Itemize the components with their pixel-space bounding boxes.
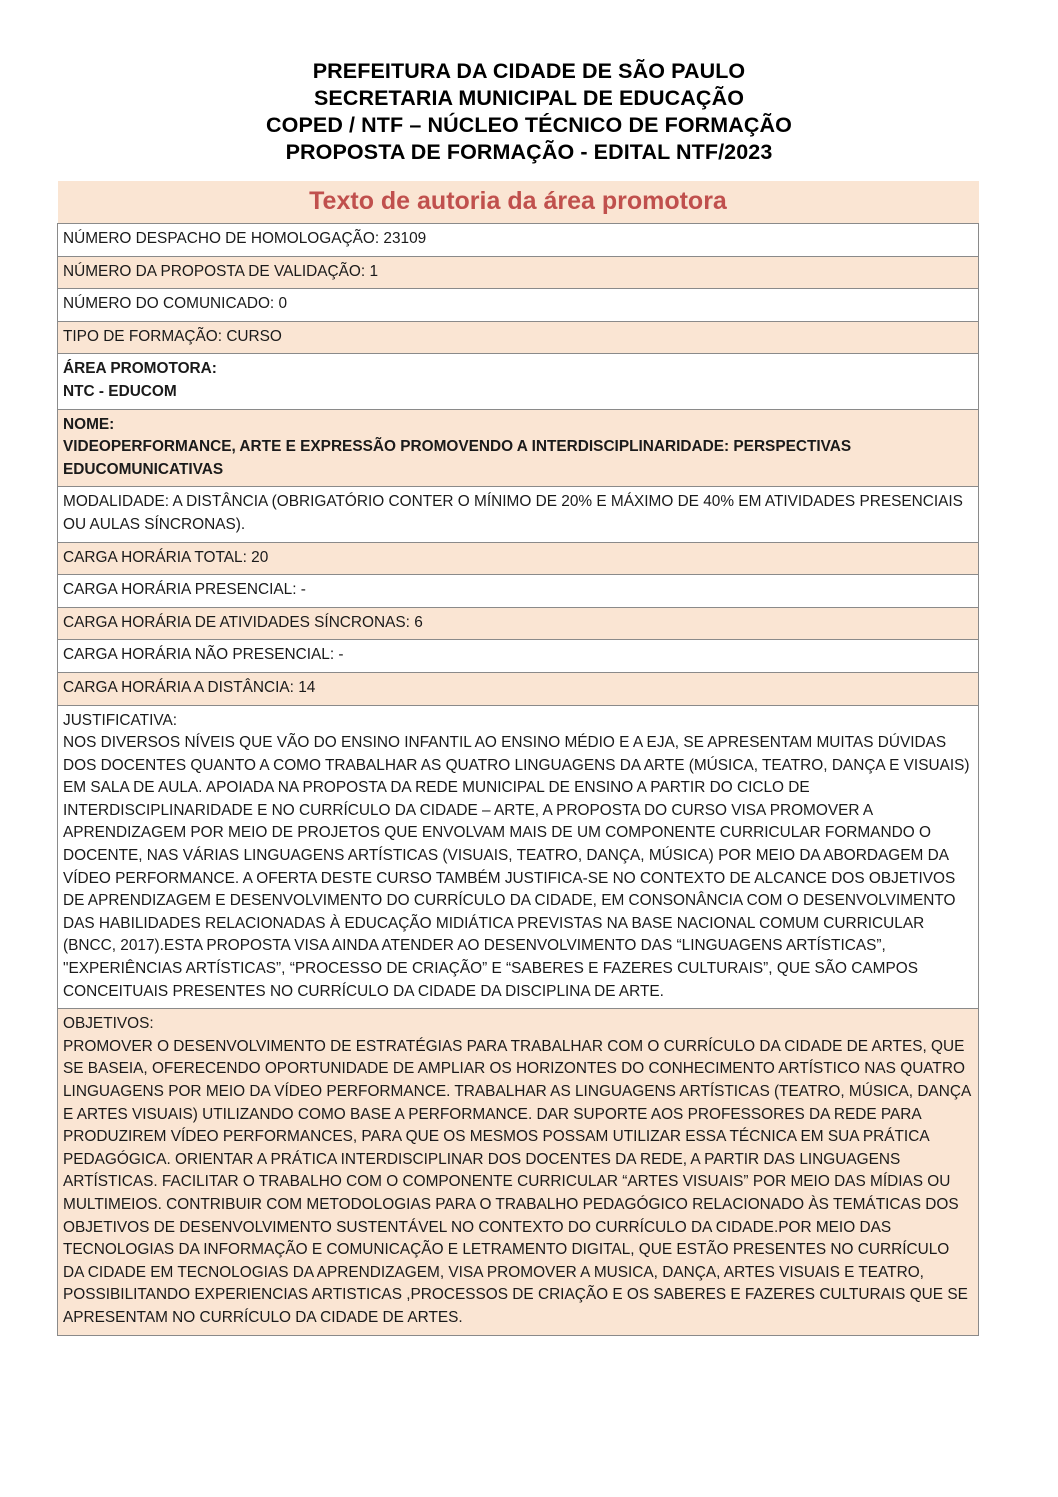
row-numero-despacho-homologacao-line: NÚMERO DESPACHO DE HOMOLOGAÇÃO: 23109 <box>63 230 427 247</box>
row-carga-horaria-total <box>58 542 979 575</box>
row-area-promotora-line: NTC - EDUCOM <box>63 382 177 400</box>
document-header <box>0 0 1058 166</box>
table-row <box>58 321 979 354</box>
table-row <box>58 224 979 257</box>
row-carga-horaria-presencial <box>58 575 979 608</box>
row-numero-despacho-homologacao <box>58 224 979 257</box>
row-carga-horaria-a-distancia <box>58 672 979 705</box>
row-justificativa <box>58 705 979 1009</box>
header-line-2: SECRETARIA MUNICIPAL DE EDUCAÇÃO <box>313 86 745 110</box>
table-row <box>58 607 979 640</box>
header-line-1: PREFEITURA DA CIDADE DE SÃO PAULO <box>312 59 746 83</box>
row-nome-line: NOME: <box>63 415 115 433</box>
row-carga-horaria-atividades-sincronas <box>58 607 979 640</box>
table-row <box>58 575 979 608</box>
row-justificativa-line: JUSTIFICATIVA: <box>63 711 178 729</box>
row-objetivos-line: OBJETIVOS: <box>63 1015 154 1033</box>
row-tipo-de-formacao-line: TIPO DE FORMAÇÃO: CURSO <box>63 327 282 345</box>
row-numero-proposta-validacao <box>58 256 979 289</box>
row-area-promotora <box>58 354 979 409</box>
row-numero-proposta-validacao-line: NÚMERO DA PROPOSTA DE VALIDAÇÃO: 1 <box>63 262 379 280</box>
table-row <box>58 705 979 1009</box>
header-line-3: COPED / NTF – NÚCLEO TÉCNICO DE FORMAÇÃO <box>266 113 792 137</box>
proposal-table-body <box>58 181 979 224</box>
table-row <box>58 289 979 322</box>
row-modalidade <box>58 487 979 542</box>
proposal-rows <box>58 224 979 1336</box>
table-row <box>58 672 979 705</box>
row-justificativa-line: NOS DIVERSOS NÍVEIS QUE VÃO DO ENSINO INFANTIL AO ENSINO MÉDIO E A EJA, SE APRESENTAM MUITAS DÚVIDAS DOS DOCENTES QUANTO A COMO TRABALHAR AS QUATRO LINGUAGENS DA ARTE (MÚSICA, TEATRO, DANÇA E VISUAIS) EM SALA DE AULA. APOIADA NA PROPOSTA DA REDE MUNICIPAL DE ENSINO A PARTIR DO CICLO DE INTERDISCIPLINARIDADE E NO CURRÍCULO DA CIDADE – ARTE, A PROPOSTA DO CURSO VISA PROMOVER A APRENDIZAGEM POR MEIO DE PROJETOS QUE ENVOLVAM MAIS DE UM COMPONENTE CURRICULAR FORMANDO O DOCENTE, NAS VÁRIAS LINGUAGENS ARTÍSTICAS (VISUAIS, TEATRO, DANÇA, MÚSICA) POR MEIO DA ABORDAGEM DA VÍDEO PERFORMANCE. A OFERTA DESTE CURSO TAMBÉM JUSTIFICA-SE NO CONTEXTO DE ALCANCE DOS OBJETIVOS DE APRENDIZAGEM E DESENVOLVIMENTO DO CURRÍCULO DA CIDADE, EM CONSONÂNCIA COM O DESENVOLVIMENTO DAS HABILIDADES RELACIONADAS À EDUCAÇÃO MIDIÁTICA PREVISTAS NA BASE NACIONAL COMUM CURRICULAR (BNCC, 2017).ESTA PROPOSTA VISA AINDA ATENDER AO DESENVOLVIMENTO DAS “LINGUAGENS ARTÍSTICAS”, "EXPERIÊNCIAS ARTÍSTICAS”, “PROCESSO DE CRIAÇÃO” E “SABERES E FAZERES CULTURAIS”, QUE SÃO CAMPOS CONCEITUAIS PRESENTES NO CURRÍCULO DA CIDADE DA DISCIPLINA DE ARTE. <box>63 734 970 1000</box>
row-objetivos <box>58 1009 979 1335</box>
table-row <box>58 409 979 487</box>
row-area-promotora-line: ÁREA PROMOTORA: <box>63 360 217 378</box>
row-carga-horaria-a-distancia-line: CARGA HORÁRIA A DISTÂNCIA: 14 <box>63 678 316 696</box>
row-nome <box>58 409 979 487</box>
banner-title: Texto de autoria da área promotora <box>309 187 727 215</box>
banner-cell <box>58 181 979 224</box>
row-carga-horaria-total-line: CARGA HORÁRIA TOTAL: 20 <box>63 548 269 566</box>
row-numero-comunicado-line: NÚMERO DO COMUNICADO: 0 <box>63 295 288 313</box>
table-row <box>58 640 979 673</box>
proposal-table <box>57 181 979 1336</box>
header-line-4: PROPOSTA DE FORMAÇÃO - EDITAL NTF/2023 <box>285 140 773 164</box>
row-modalidade-line: MODALIDADE: A DISTÂNCIA (OBRIGATÓRIO CONTER O MÍNIMO DE 20% E MÁXIMO DE 40% EM ATIVIDADES PRESENCIAIS OU AULAS SÍNCRONAS). <box>63 493 963 533</box>
table-row <box>58 256 979 289</box>
table-row <box>58 1009 979 1335</box>
table-row <box>58 487 979 542</box>
row-carga-horaria-nao-presencial-line: CARGA HORÁRIA NÃO PRESENCIAL: - <box>63 646 344 664</box>
row-numero-comunicado <box>58 289 979 322</box>
banner-row <box>58 181 979 224</box>
row-carga-horaria-presencial-line: CARGA HORÁRIA PRESENCIAL: - <box>63 581 306 599</box>
table-row <box>58 354 979 409</box>
row-carga-horaria-atividades-sincronas-line: CARGA HORÁRIA DE ATIVIDADES SÍNCRONAS: 6 <box>63 613 423 631</box>
row-tipo-de-formacao <box>58 321 979 354</box>
row-nome-line: VIDEOPERFORMANCE, ARTE E EXPRESSÃO PROMOVENDO A INTERDISCIPLINARIDADE: PERSPECTIVAS EDUCOMUNICATIVAS <box>63 438 852 478</box>
row-objetivos-line: PROMOVER O DESENVOLVIMENTO DE ESTRATÉGIAS PARA TRABALHAR COM O CURRÍCULO DA CIDADE DE ARTES, QUE SE BASEIA, OFERECENDO OPORTUNIDADE DE AMPLIAR OS HORIZONTES DO CONHECIMENTO ARTÍSTICO NAS QUATRO LINGUAGENS POR MEIO DA VÍDEO PERFORMANCE. TRABALHAR AS LINGUAGENS ARTÍSTICAS (TEATRO, MÚSICA, DANÇA E ARTES VISUAIS) UTILIZANDO COMO BASE A PERFORMANCE. DAR SUPORTE AOS PROFESSORES DA REDE PARA PRODUZIREM VÍDEO PERFORMANCES, PARA QUE OS MESMOS POSSAM UTILIZAR ESSA TÉCNICA EM SUA PRÁTICA PEDAGÓGICA. ORIENTAR A PRÁTICA INTERDISCIPLINAR DOS DOCENTES DA REDE, A PARTIR DAS LINGUAGENS ARTÍSTICAS. FACILITAR O TRABALHO COM O COMPONENTE CURRICULAR “ARTES VISUAIS” POR MEIO DAS MÍDIAS OU MULTIMEIOS. CONTRIBUIR COM METODOLOGIAS PARA O TRABALHO PEDAGÓGICO RELACIONADO ÀS TEMÁTICAS DOS OBJETIVOS DE DESENVOLVIMENTO SUSTENTÁVEL NO CONTEXTO DO CURRÍCULO DA CIDADE.POR MEIO DAS TECNOLOGIAS DA INFORMAÇÃO E COMUNICAÇÃO E LETRAMENTO DIGITAL, QUE ESTÃO PRESENTES NO CURRÍCULO DA CIDADE EM TECNOLOGIAS DA APRENDIZAGEM, VISA PROMOVER A MUSICA, DANÇA, ARTES VISUAIS E TEATRO, POSSIBILITANDO EXPERIENCIAS ARTISTICAS ,PROCESSOS DE CRIAÇÃO E OS SABERES E FAZERES CULTURAIS QUE SE APRESENTAM NO CURRÍCULO DA CIDADE DE ARTES. <box>63 1037 971 1326</box>
table-row <box>58 542 979 575</box>
row-carga-horaria-nao-presencial <box>58 640 979 673</box>
